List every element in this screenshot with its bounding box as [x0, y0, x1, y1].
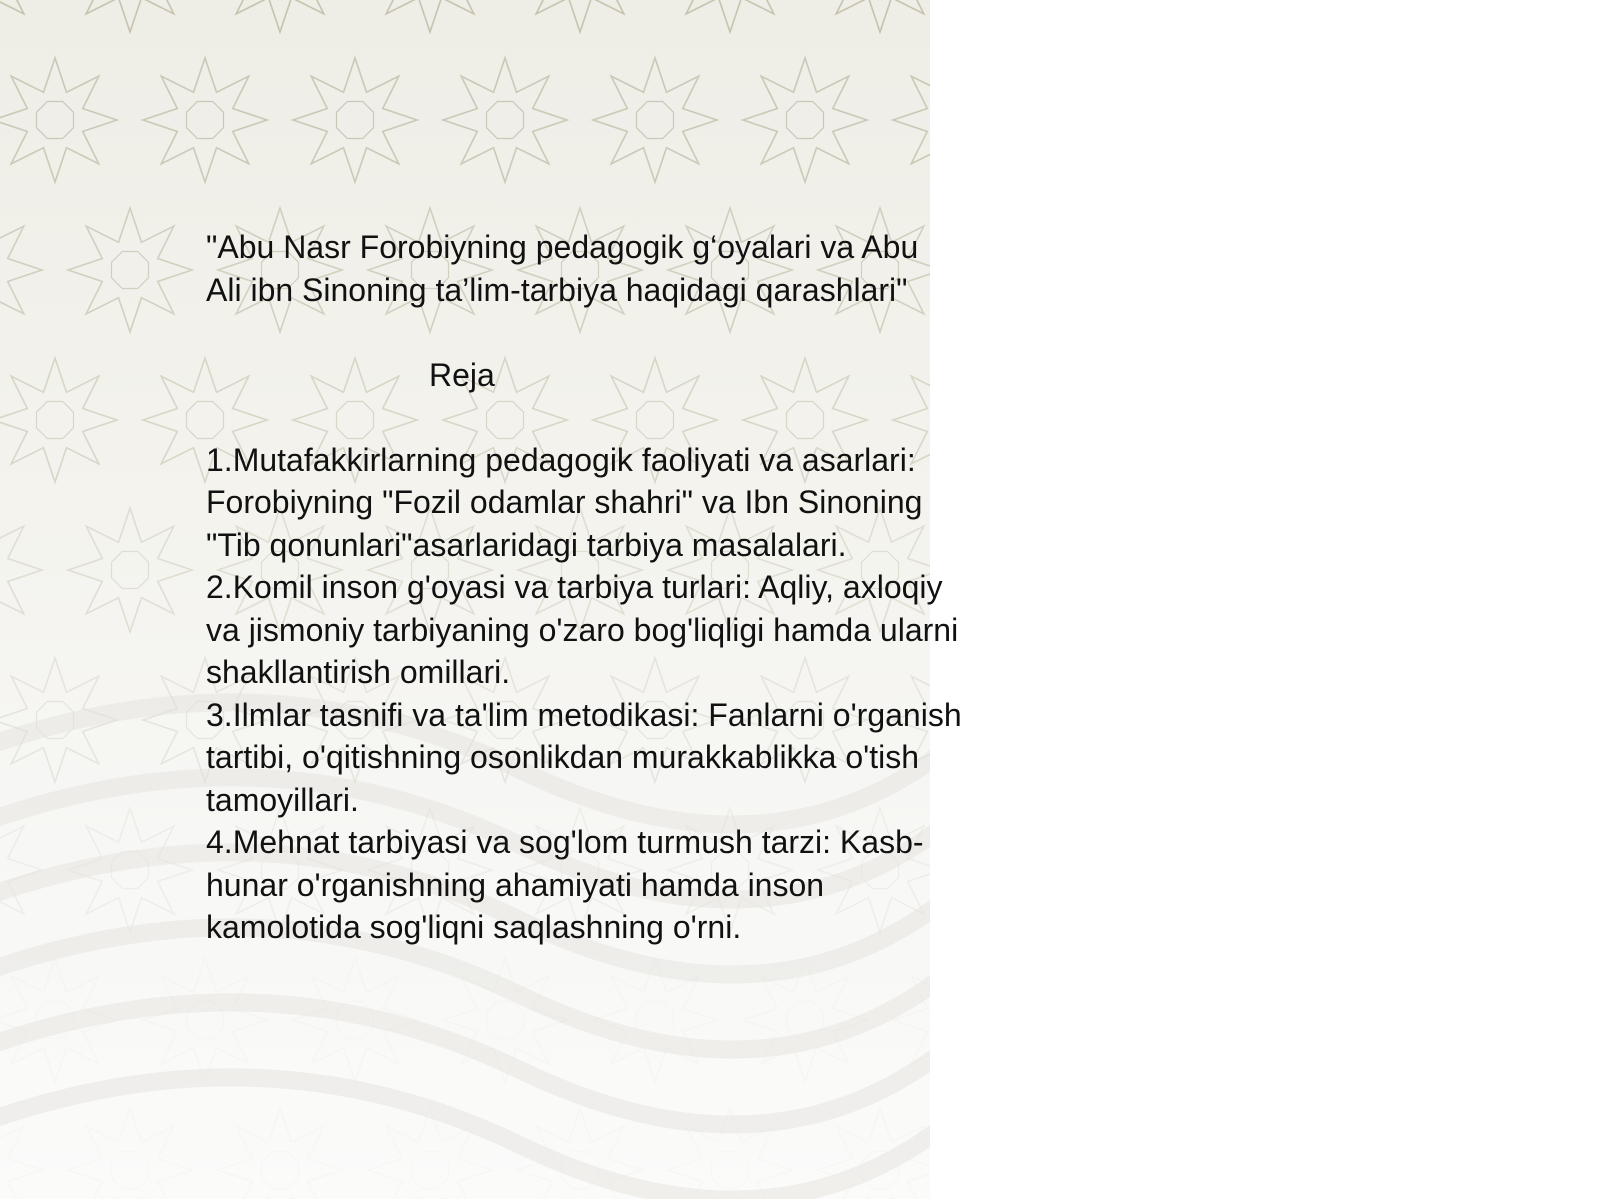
plan-heading: Reja	[429, 357, 495, 393]
pattern-star	[593, 58, 717, 182]
pattern-octagon	[487, 1002, 524, 1039]
pattern-octagon	[112, 552, 149, 589]
pattern-octagon	[487, 102, 524, 139]
pattern-octagon	[112, 252, 149, 289]
slide-content	[206, 226, 966, 949]
pattern-star	[0, 358, 117, 482]
pattern-star	[0, 208, 42, 332]
pattern-star	[68, 1108, 192, 1199]
pattern-octagon	[787, 102, 824, 139]
pattern-star	[143, 58, 267, 182]
pattern-octagon	[412, 1152, 449, 1189]
pattern-star	[218, 0, 342, 32]
pattern-octagon	[637, 102, 674, 139]
plan-item-2: 2.Komil inson g'oyasi va tarbiya turlari: Aqliy, axloqiy va jismoniy tarbiyaning o'zaro bog'liqligi hamda ularni shakllantirish omillari.	[206, 569, 959, 690]
pattern-octagon	[112, 1152, 149, 1189]
pattern-star	[743, 58, 867, 182]
pattern-star	[518, 0, 642, 32]
pattern-star	[218, 1108, 342, 1199]
pattern-octagon	[187, 102, 224, 139]
pattern-star	[0, 508, 42, 632]
pattern-star	[293, 58, 417, 182]
pattern-wave	[0, 1002, 930, 1124]
pattern-octagon	[337, 102, 374, 139]
document-title: "Abu Nasr Forobiyning pedagogik g‘oyalari va Abu Ali ibn Sinoning ta’lim-tarbiya haqidagi qarashlari"	[206, 229, 919, 308]
pattern-star	[893, 58, 930, 182]
pattern-octagon	[37, 402, 74, 439]
pattern-star	[143, 958, 267, 1082]
pattern-octagon	[37, 102, 74, 139]
plan-item-3: 3.Ilmlar tasnifi va ta'lim metodikasi: Fanlarni o'rganish tartibi, o'qitishning osonlikdan murakkablikka o'tish tamoyillari.	[206, 696, 962, 818]
pattern-star	[0, 808, 42, 932]
pattern-star	[0, 0, 42, 32]
pattern-star	[368, 0, 492, 32]
plan-item-1: 1.Mutafakkirlarning pedagogik faoliyati va asarlari: Forobiyning "Fozil odamlar shahri" va Ibn Sinoning "Tib qonunlari"asarlaridagi tarbiya masalalari.	[206, 441, 923, 563]
pattern-star	[68, 508, 192, 632]
pattern-star	[668, 0, 792, 32]
pattern-star	[443, 58, 567, 182]
pattern-star	[68, 208, 192, 332]
plan-list	[206, 439, 966, 949]
pattern-star	[0, 58, 117, 182]
pattern-octagon	[262, 1152, 299, 1189]
pattern-star	[818, 0, 930, 32]
pattern-octagon	[712, 1152, 749, 1189]
plan-item-4: 4.Mehnat tarbiyasi va sog'lom turmush tarzi: Kasb-hunar o'rganishning ahamiyati hamda inson kamolotida sog'liqni saqlashning o'rni.	[206, 824, 924, 945]
pattern-star	[68, 0, 192, 32]
